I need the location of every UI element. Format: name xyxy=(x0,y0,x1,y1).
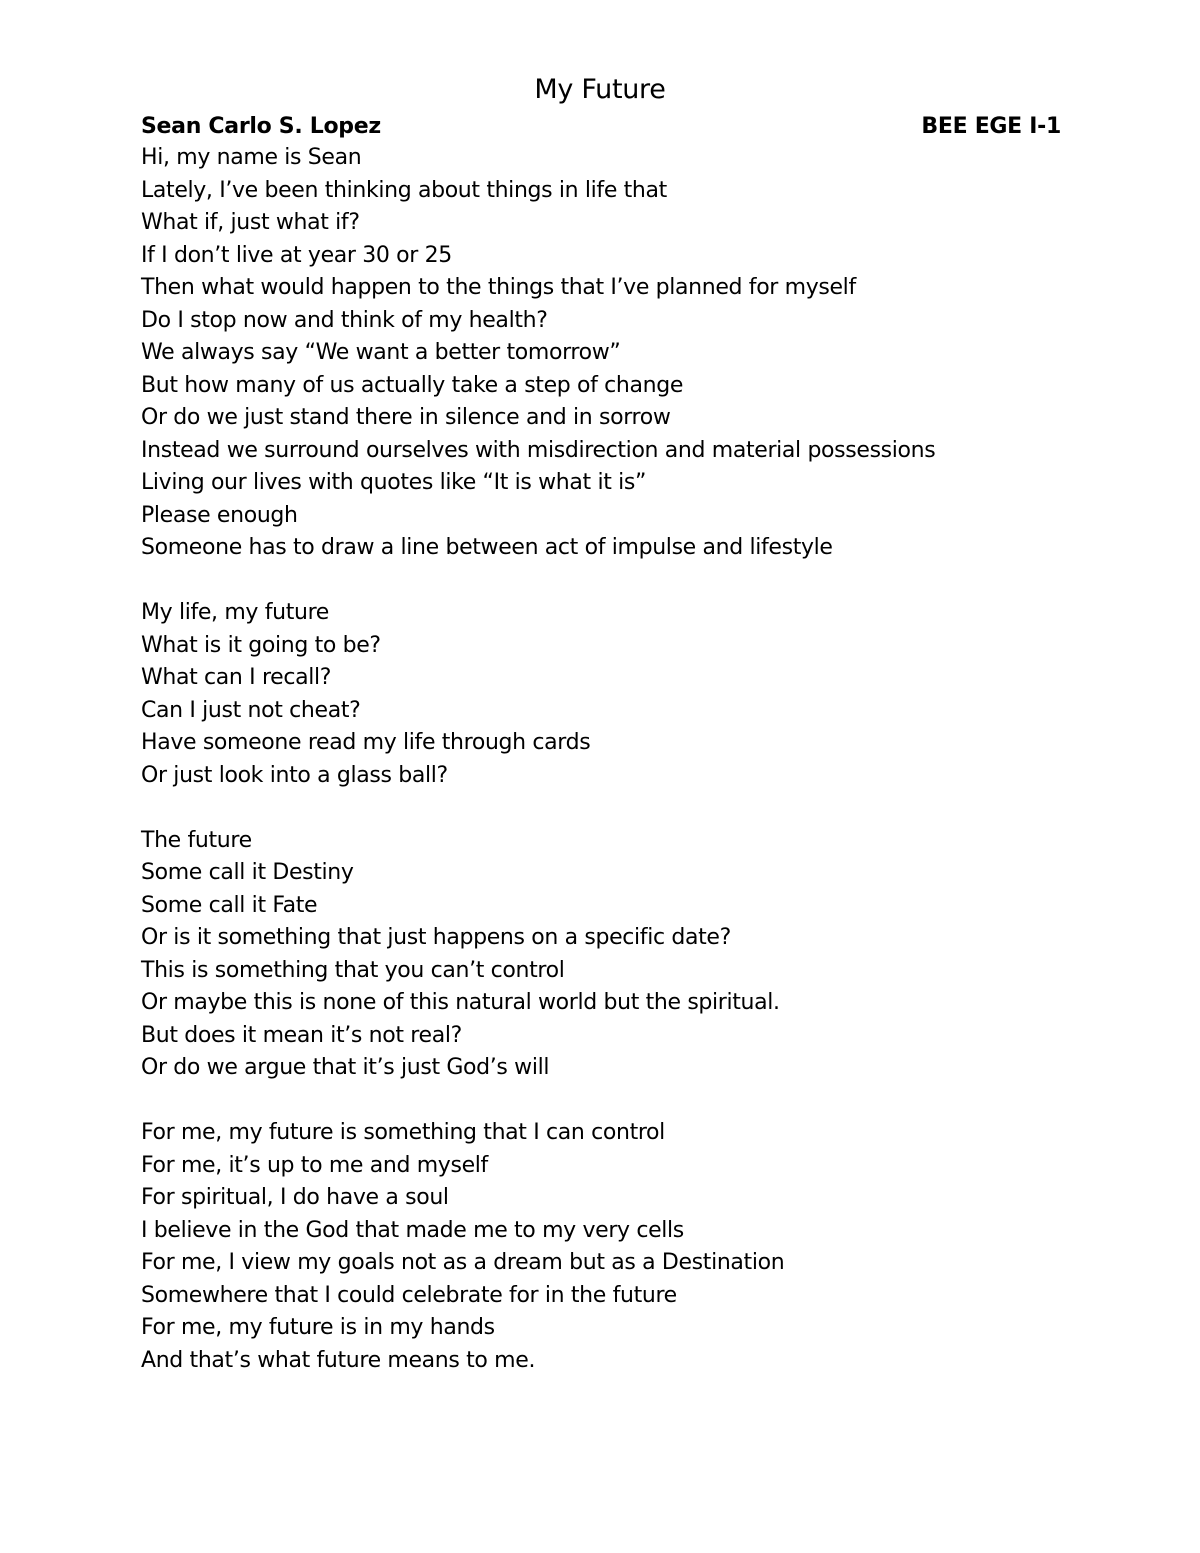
poem-line: We always say “We want a better tomorrow” xyxy=(141,340,621,365)
poem-line: For me, it’s up to me and myself xyxy=(141,1152,488,1178)
course-code: BEE EGE I-1 xyxy=(921,114,1061,139)
poem-line: If I don’t live at year 30 or 25 xyxy=(141,242,452,268)
poem-line: But does it mean it’s not real? xyxy=(141,1022,462,1048)
byline xyxy=(141,111,1061,143)
stanza-4 xyxy=(141,1117,1101,1377)
poem-line: What can I recall? xyxy=(141,665,332,690)
poem-line: Can I just not cheat? xyxy=(141,697,361,723)
poem-line: What is it going to be? xyxy=(141,632,381,658)
poem-line: And that’s what future means to me. xyxy=(141,1347,536,1373)
poem-line: For me, my future is something that I can control xyxy=(141,1120,665,1145)
poem-line: My life, my future xyxy=(141,600,329,625)
poem-line: What if, just what if? xyxy=(141,210,360,235)
poem-line: Somewhere that I could celebrate for in the future xyxy=(141,1282,677,1308)
stanza-break xyxy=(141,1085,1101,1118)
poem-line: Please enough xyxy=(141,502,298,528)
poem-line: Or maybe this is none of this natural world but the spiritual. xyxy=(141,990,780,1015)
poem-line: Some call it Destiny xyxy=(141,860,354,885)
poem-line: Or is it something that just happens on a specific date? xyxy=(141,925,731,950)
author-name: Sean Carlo S. Lopez xyxy=(141,114,381,139)
poem-line: This is something that you can’t control xyxy=(141,957,565,983)
stanza-break xyxy=(141,792,1101,825)
poem-line: For me, my future is in my hands xyxy=(141,1315,495,1340)
poem-line: Or just look into a glass ball? xyxy=(141,762,448,788)
stanza-3 xyxy=(141,825,1101,1085)
poem-line: But how many of us actually take a step of change xyxy=(141,372,684,398)
poem-line: The future xyxy=(141,827,252,853)
poem-line: Then what would happen to the things that I’ve planned for myself xyxy=(141,275,856,300)
stanza-1 xyxy=(141,142,1101,565)
poem-line: For me, I view my goals not as a dream but as a Destination xyxy=(141,1250,785,1275)
poem-line: Or do we just stand there in silence and in sorrow xyxy=(141,405,671,430)
poem-line: Someone has to draw a line between act of impulse and lifestyle xyxy=(141,535,833,560)
poem-line: Do I stop now and think of my health? xyxy=(141,307,548,333)
poem-line: Have someone read my life through cards xyxy=(141,730,591,755)
stanza-break xyxy=(141,565,1101,598)
poem-line: Hi, my name is Sean xyxy=(141,145,362,170)
poem-line: I believe in the God that made me to my very cells xyxy=(141,1217,684,1243)
poem-line: Instead we surround ourselves with misdirection and material possessions xyxy=(141,437,936,463)
stanza-2 xyxy=(141,597,1101,792)
poem-line: Some call it Fate xyxy=(141,892,318,918)
poem-body xyxy=(141,142,1101,1377)
poem-line: Lately, I’ve been thinking about things in life that xyxy=(141,177,667,203)
poem-line: Living our lives with quotes like “It is what it is” xyxy=(141,470,647,495)
document-title: My Future xyxy=(534,74,666,105)
poem-line: For spiritual, I do have a soul xyxy=(141,1185,449,1210)
poem-line: Or do we argue that it’s just God’s will xyxy=(141,1055,550,1080)
